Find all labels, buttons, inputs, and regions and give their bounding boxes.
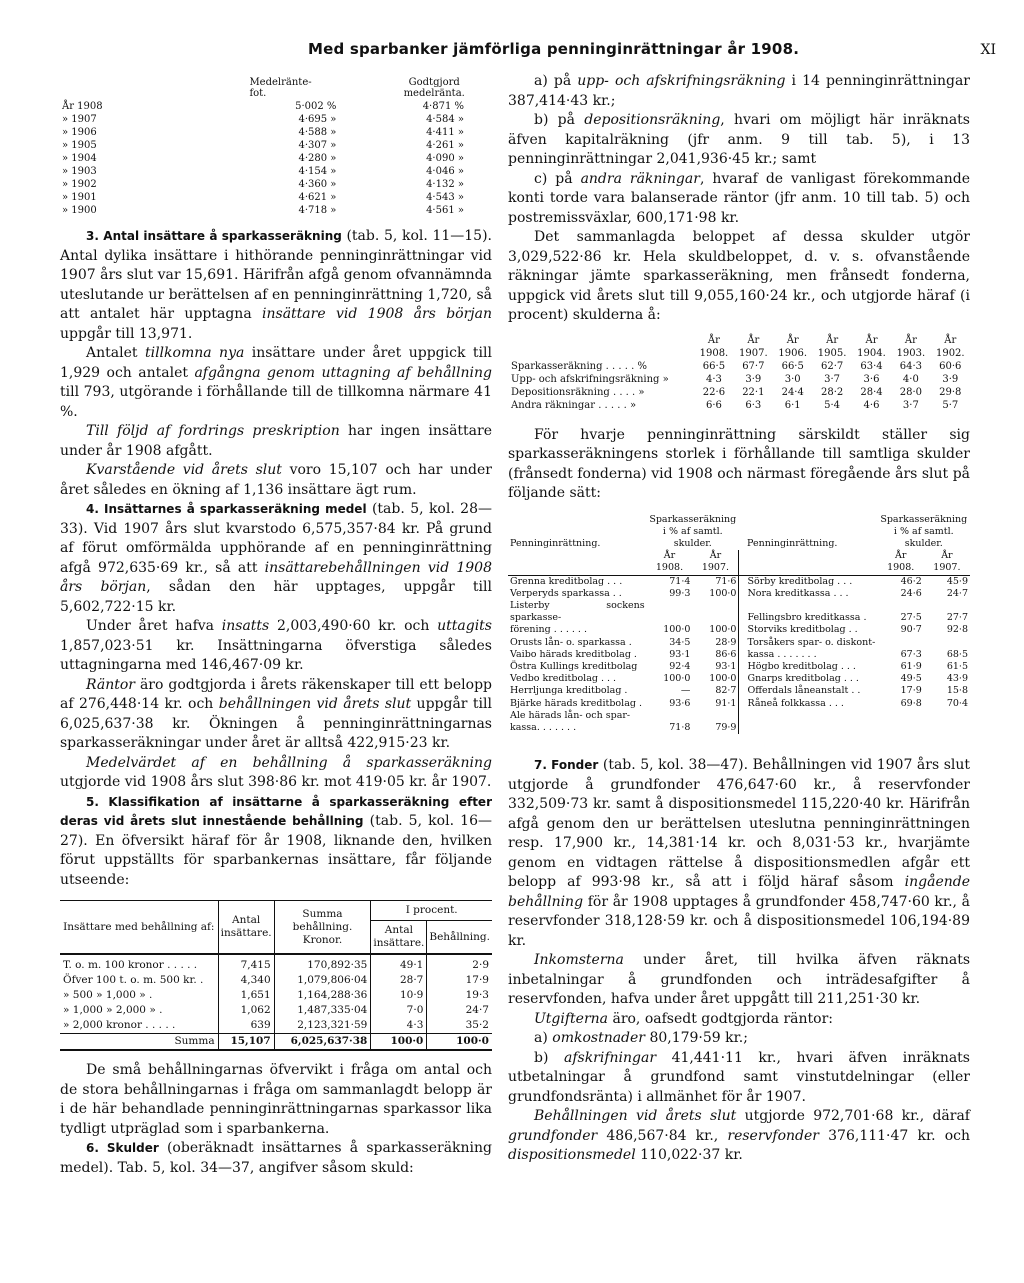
debt-value: 64·3	[899, 360, 923, 372]
holding-sum: 1,164,288·36	[274, 988, 371, 1003]
bank-row	[508, 649, 970, 661]
bank-share-1908: 93·6	[669, 697, 691, 709]
bank-name: Fellingsbro kreditkassa .	[739, 600, 878, 624]
rate-row	[60, 100, 492, 113]
bank-share-1907: 71·6	[715, 575, 737, 587]
debt-value: 22·6	[702, 386, 726, 398]
interest-rate-table	[60, 76, 492, 217]
bank-row	[508, 685, 970, 697]
bank-name-header-right: Penninginrättning.	[746, 537, 838, 549]
section-6: 6. Skulder (oberäknadt insättarnes å sparkasseräkning medel). Tab. 5, kol. 34—37, angifver såsom skuld:	[60, 1140, 492, 1176]
debt-label: Sparkasseräkning . . . . . %	[511, 360, 647, 372]
bank-name: Listerby sockens sparkasse-	[510, 599, 645, 624]
debt-year-header: År 1905.	[817, 334, 847, 359]
rate-year: År 1908	[62, 101, 103, 112]
bank-row	[508, 698, 970, 710]
rate-year: » 1906	[62, 127, 97, 138]
debt-year-header: År 1902.	[935, 334, 965, 359]
debt-value: 6·6	[705, 399, 722, 411]
holding-total-sum: 6,025,637·38	[274, 1034, 371, 1051]
debt-row	[508, 399, 970, 412]
credited-value: 4·046 »	[426, 166, 464, 177]
debt-value: 28·2	[820, 386, 844, 398]
bank-share-1907: 79·9	[715, 721, 737, 733]
debt-value: 62·7	[820, 360, 844, 372]
section-7: 7. Fonder (tab. 5, kol. 38—47). Behållningen vid 1907 års slut utgjorde å grundfonder 476,647·60 kr., å reservfonder 332,509·73 kr. samt å dispositionsmedel 115,220·40 kr. Härifrån afgå genom den ur berättelsen uteslutna penninginrättningen resp. 17,900 kr., 14,381·14 kr. och 8,031·53 kr., hvarjämte genom en vidtagen rättelse å dispositionsmedlen afgår ett belopp af 993·98 kr., så att i följd häraf såsom ingående behållning för år 1908 upptages å grundfonder 458,747·60 kr., å reservfonder 318,128·59 kr. och å dispositionsmedel 106,194·89 kr.	[508, 757, 970, 949]
bank-share-1908: —	[680, 685, 691, 697]
bank-share-1907: 100·0	[709, 587, 737, 599]
rate-row	[60, 139, 492, 152]
debt-value: 3·0	[784, 373, 801, 385]
holding-total-label: Summa	[60, 1034, 218, 1051]
bank-row	[508, 673, 970, 685]
bank-name: Verperyds sparkassa . .	[510, 587, 622, 599]
credited-value: 4·584 »	[426, 114, 464, 125]
bank-share-1907: 24·7	[946, 587, 968, 599]
percent-col-header: I procent.	[371, 901, 492, 921]
bank-share-1907: 92·8	[946, 624, 968, 636]
holding-total-pct-count: 100·0	[371, 1034, 427, 1051]
paragraph-average: Medelvärdet af en behållning å sparkasseräkning utgjorde vid 1908 års slut 398·86 kr. mot 419·05 kr. år 1907.	[60, 754, 492, 790]
bank-name: Vedbo kreditbolag . . .	[510, 673, 617, 685]
expense-item-a: a) omkostnader 80,179·59 kr.;	[534, 1030, 748, 1047]
bank-share-1907: 82·7	[715, 685, 737, 697]
bank-share-1907: 15·8	[946, 685, 968, 697]
rate-year: » 1903	[62, 166, 97, 177]
bank-share-table	[508, 514, 970, 735]
left-column	[60, 72, 492, 1178]
rate-col-header: Medelränte- fot.	[249, 77, 312, 99]
bank-name: Torsåkers spar- o. diskont-	[739, 637, 878, 649]
rate-year: » 1900	[62, 205, 97, 216]
bank-row	[508, 661, 970, 673]
bank-share-1907: 93·1	[715, 660, 737, 672]
section-4: 4. Insättarnes å sparkasseräkning medel (tab. 5, kol. 28—33). Vid 1907 års slut kvarstodo 6,575,357·84 kr. På grund af förut omförmälda upphörande af en penninginrättning afgå 972,635·69 kr., så att insättarebehållningen vid 1908 års början, sådan den här upptages, uppgår till 5,602,722·15 kr.	[60, 501, 492, 615]
debt-value: 60·6	[939, 360, 962, 372]
credited-value: 4·543 »	[426, 192, 464, 203]
bank-share-1908: 71·4	[669, 575, 691, 587]
credited-value: 4·871 %	[422, 101, 464, 112]
bank-name: Ale härads lån- och spar-	[510, 709, 631, 721]
bank-share-1907: 27·7	[946, 612, 968, 624]
holdings-classification-table	[60, 900, 492, 1051]
paragraph-new-depositors: Antalet tillkomna nya insättare under året uppgick till 1,929 och antalet afgångna genom uttagning af behållning till 793, utgörande i förhållande till de tillkomna närmare 41 %.	[60, 345, 492, 420]
expense-item-b: b) afskrifningar 41,441·11 kr., hvari äfven inräknats utbetalningar å grundfond samt vinstutdelningar (eller grundfondsränta) i allmänhet för år 1907.	[508, 1049, 970, 1105]
bank-share-1907: 91·1	[715, 697, 737, 709]
rate-year: » 1907	[62, 114, 97, 125]
running-title: Med sparbanker jämförliga penninginrättningar år 1908.	[308, 40, 800, 58]
debt-item-c: c) på andra räkningar, hvaraf de vanligast förekommande konti torde vara balanserade räntor (jfr anm. 10 till tab. 5) och postremissväxlar, 600,171·98 kr.	[508, 170, 971, 226]
bank-name: Gnarps kreditbolag . . .	[739, 673, 878, 685]
bank-share-1908: 92·4	[669, 660, 691, 672]
bank-row	[508, 637, 970, 649]
paragraph-interest: Räntor äro godtgjorda i årets räkenskaper till ett belopp af 276,448·14 kr. och behållningen vid årets slut uppgår till 6,025,637·38 kr. Ökningen å penninginrättningarnas sparkasseräkningar under året är alltså 422,915·23 kr.	[60, 676, 492, 751]
holding-count: 639	[218, 1018, 274, 1034]
rate-row	[60, 178, 492, 191]
rate-row	[60, 204, 492, 217]
bank-share-1908	[647, 710, 693, 722]
bank-name: Råneå folkkassa . . .	[739, 698, 878, 710]
class-col-header: Insättare med behållning af:	[60, 901, 218, 955]
holding-label: Öfver 100 t. o. m. 500 kr. .	[63, 974, 204, 986]
bank-share-1907	[924, 637, 970, 649]
debt-value: 24·4	[781, 386, 804, 398]
holding-label: T. o. m. 100 kronor . . . . .	[60, 954, 218, 973]
bank-name: förening . . . . . .	[510, 624, 587, 636]
bank-share-1908	[647, 600, 693, 624]
holding-total-pct-hold: 100·0	[427, 1034, 492, 1051]
bank-share-1908: 27·5	[900, 612, 922, 624]
holding-row	[60, 1018, 492, 1034]
bank-row	[508, 722, 970, 734]
debt-label: Andra räkningar . . . . . »	[511, 399, 637, 411]
holding-pct-count: 10·9	[371, 988, 427, 1003]
bank-share-1908: 46·2	[900, 575, 922, 587]
debt-value: 3·7	[902, 399, 919, 411]
holding-row	[60, 973, 492, 988]
holding-pct-count: 4·3	[371, 1018, 427, 1034]
bank-share-1908: 24·6	[900, 587, 922, 599]
holding-pct-count: 28·7	[371, 973, 427, 988]
bank-share-header-right: Sparkasseräkning i % af samtl. skulder.	[880, 513, 968, 549]
pct-holding-col-header: Behållning.	[427, 921, 492, 955]
debt-value: 5·4	[824, 399, 841, 411]
debt-row	[508, 360, 970, 373]
rate-row	[60, 191, 492, 204]
paragraph-deposits: Under året hafva insatts 2,003,490·60 kr. och uttagits 1,857,023·51 kr. Insättningarna öfverstiga således uttagningarna med 146,467·09 kr.	[60, 618, 492, 673]
bank-row	[508, 575, 970, 588]
bank-name: Sörby kreditbolag . . .	[739, 575, 878, 588]
bank-name: Offerdals låneanstalt . .	[739, 685, 878, 697]
bank-name: Storviks kreditbolag . .	[739, 624, 878, 636]
debt-value: 3·7	[824, 373, 841, 385]
paragraph-total-debt: Det sammanlagda beloppet af dessa skulder utgör 3,029,522·86 kr. Hela skuldbeloppet, d. v. s. ofvanstående räkningar jämte sparkasseräkning, men frånsedt fonderna, uppgick vid årets slut till 9,055,160·24 kr., och utgjorde häraf (i procent) skulderna å:	[508, 229, 970, 323]
credited-value: 4·132 »	[426, 179, 464, 190]
bank-name: kassa. . . . . . .	[510, 721, 577, 733]
debt-value: 4·3	[705, 373, 722, 385]
bank-share-1907	[692, 600, 739, 624]
debt-value: 66·5	[781, 360, 804, 372]
bank-share-1908: 93·1	[669, 648, 691, 660]
holding-row	[60, 988, 492, 1003]
debt-value: 4·6	[863, 399, 880, 411]
count-col-header: Antal insättare.	[218, 901, 274, 955]
bank-share-1907: 45·9	[946, 575, 968, 587]
holding-total-count: 15,107	[218, 1034, 274, 1051]
rate-year: » 1901	[62, 192, 97, 203]
paragraph-prescription: Till följd af fordrings preskription har ingen insättare under år 1908 afgått.	[60, 423, 492, 459]
debt-value: 22·1	[742, 386, 765, 398]
bank-share-1908: 100·0	[663, 673, 691, 685]
rate-year: » 1905	[62, 140, 97, 151]
bank-share-1908: 49·5	[900, 673, 922, 685]
paragraph-small-holdings: De små behållningarnas öfvervikt i fråga om antal och de stora behållningarnas i fråga om sammanlagdt belopp är i de här behandlade penninginrättningarnas sparkassor lika tydligt utpräglad som i sparbankerna.	[60, 1062, 492, 1137]
holding-pct-hold: 19·3	[427, 988, 492, 1003]
holding-total-row	[60, 1034, 492, 1051]
rate-value: 4·154 »	[298, 166, 337, 177]
holding-sum: 1,487,335·04	[274, 1003, 371, 1018]
debt-value: 66·5	[702, 360, 726, 372]
bank-share-1907: 61·5	[946, 660, 968, 672]
bank-share-1907: 68·5	[946, 648, 968, 660]
debt-label: Upp- och afskrifningsräkning »	[511, 373, 669, 385]
rate-row	[60, 165, 492, 178]
rate-value: 5·002 %	[295, 101, 337, 112]
bank-name: kassa . . . . . . .	[739, 649, 878, 661]
credited-value: 4·090 »	[426, 153, 464, 164]
debt-row	[508, 386, 970, 399]
bank-row	[508, 624, 970, 636]
debt-share-table	[508, 334, 970, 412]
bank-name: Grenna kreditbolag . . .	[510, 575, 623, 587]
debt-year-header: År 1908.	[699, 334, 729, 359]
holding-count: 7,415	[218, 954, 274, 973]
debt-value: 63·4	[860, 360, 883, 372]
holding-sum: 1,079,806·04	[274, 973, 371, 988]
debt-value: 3·9	[745, 373, 762, 385]
paragraph-per-bank: För hvarje penninginrättning särskildt ställer sig sparkasseräkningens storlek i förhållande till samtliga skulder (frånsedt fonderna) vid 1908 och närmast föregående års slut på följande sätt:	[508, 426, 970, 501]
debt-value: 4·0	[902, 373, 919, 385]
holding-label: » 2,000 kronor . . . . .	[63, 1019, 176, 1031]
bank-share-1907: 100·0	[709, 624, 737, 636]
right-column	[508, 72, 970, 1166]
rate-row	[60, 126, 492, 139]
rate-row	[60, 113, 492, 126]
bank-name: Herrljunga kreditbolag .	[510, 685, 628, 697]
bank-row	[508, 600, 970, 624]
page-header	[60, 40, 1004, 62]
credited-value: 4·261 »	[426, 140, 464, 151]
rate-value: 4·695 »	[298, 114, 337, 125]
holding-pct-hold: 24·7	[427, 1003, 492, 1018]
bank-share-header-left: Sparkasseräkning i % af samtl. skulder.	[649, 513, 737, 549]
bank-share-1907: 43·9	[946, 673, 968, 685]
rate-value: 4·718 »	[298, 205, 337, 216]
debt-year-header: År 1906.	[778, 334, 808, 359]
rate-year: » 1902	[62, 179, 97, 190]
credited-value: 4·561 »	[426, 205, 464, 216]
rate-row	[60, 152, 492, 165]
credited-col-header: Godtgjord medelränta.	[403, 77, 465, 99]
debt-value: 5·7	[942, 399, 959, 411]
debt-value: 28·4	[860, 386, 883, 398]
bank-name: Östra Kullings kreditbolag	[510, 660, 638, 672]
section-3: 3. Antal insättare å sparkasseräkning (tab. 5, kol. 11—15). Antal dylika insättare i hithörande penninginrättningar vid 1907 års slut var 15,691. Härifrån afgå genom ofvannämnda uteslutande ur berättelsen af en penninginrättning 1,720, så att antalet här upptagna insättare vid 1908 års början uppgår till 13,971.	[60, 228, 492, 342]
bank-row	[508, 588, 970, 600]
bank-name: Vaibo härads kreditbolag .	[510, 648, 637, 660]
holding-label: » 500 » 1,000 » .	[63, 989, 153, 1001]
bank-share-1907: 86·6	[715, 648, 737, 660]
debt-value: 29·8	[939, 386, 962, 398]
year-1908-right: År 1908.	[878, 550, 924, 575]
year-1907-left: År 1907.	[692, 550, 739, 575]
debt-value: 3·6	[863, 373, 880, 385]
debt-value: 3·9	[942, 373, 959, 385]
bank-row	[508, 710, 970, 722]
holding-pct-hold: 2·9	[427, 954, 492, 973]
section-5: 5. Klassifikation af insättarne å sparkasseräkning efter deras vid årets slut innestående behållning (tab. 5, kol. 16—27). En öfversikt häraf för år 1908, liknande den, hvilken förut uppställts för sparbankernas insättare, får följande utseende:	[60, 794, 492, 888]
pct-count-col-header: Antal insättare.	[371, 921, 427, 955]
bank-share-1907: 100·0	[709, 673, 737, 685]
holding-pct-count: 7·0	[371, 1003, 427, 1018]
paragraph-remaining: Kvarstående vid årets slut voro 15,107 och har under året således en ökning af 1,136 insättare ägt rum.	[60, 462, 492, 498]
rate-value: 4·588 »	[298, 127, 337, 138]
bank-name: Orusts lån- o. sparkassa .	[510, 636, 632, 648]
rate-value: 4·621 »	[298, 192, 337, 203]
holding-row	[60, 1003, 492, 1018]
holding-count: 4,340	[218, 973, 274, 988]
holding-pct-hold: 17·9	[427, 973, 492, 988]
year-1908-left: År 1908.	[647, 550, 693, 575]
bank-share-1907	[692, 710, 739, 722]
debt-item-a: a) på upp- och afskrifningsräkning i 14 penninginrättningar 387,414·43 kr.;	[508, 73, 970, 109]
holding-pct-hold: 35·2	[427, 1018, 492, 1034]
debt-value: 6·3	[745, 399, 762, 411]
debt-label: Depositionsräkning . . . . »	[511, 386, 645, 398]
rate-value: 4·307 »	[298, 140, 337, 151]
paragraph-expenses: Utgifterna äro, oafsedt godtgjorda räntor:	[534, 1010, 833, 1027]
bank-share-1908: 17·9	[900, 685, 922, 697]
paragraph-year-end: Behållningen vid årets slut utgjorde 972,701·68 kr., däraf grundfonder 486,567·84 kr., reservfonder 376,111·47 kr. och dispositionsmedel 110,022·37 kr.	[508, 1108, 970, 1164]
bank-name: Bjärke härads kreditbolag .	[510, 697, 642, 709]
holding-pct-count: 49·1	[371, 954, 427, 973]
bank-share-1908: 99·3	[669, 587, 691, 599]
debt-year-header: År 1907.	[739, 334, 768, 359]
paragraph-income: Inkomsterna under året, till hvilka äfven räknats inbetalningar å grundfonden och inträdesafgifter å reservfonden, hafva under året uppgått till 211,251·30 kr.	[508, 952, 970, 1008]
debt-value: 28·0	[899, 386, 923, 398]
year-1907-right: År 1907.	[924, 550, 970, 575]
debt-year-header: År 1904.	[857, 334, 886, 359]
rate-year: » 1904	[62, 153, 97, 164]
bank-share-1907: 28·9	[715, 636, 737, 648]
debt-year-header: År 1903.	[896, 334, 926, 359]
rate-value: 4·280 »	[298, 153, 337, 164]
debt-value: 6·1	[784, 399, 801, 411]
bank-name: Nora kreditkassa . . .	[739, 588, 878, 600]
bank-share-1908	[878, 637, 924, 649]
rate-value: 4·360 »	[298, 179, 337, 190]
bank-share-1907: 70·4	[946, 697, 968, 709]
bank-share-1908: 90·7	[900, 624, 922, 636]
sum-col-header: Summa behållning. Kronor.	[274, 901, 371, 955]
bank-share-1908: 67·3	[900, 648, 922, 660]
bank-share-1908: 71·8	[669, 721, 691, 733]
bank-share-1908: 34·5	[669, 636, 691, 648]
debt-row	[508, 373, 970, 386]
bank-share-1908: 61·9	[900, 660, 922, 672]
holding-sum: 170,892·35	[274, 954, 371, 973]
bank-name: Högbo kreditbolag . . .	[739, 661, 878, 673]
holding-label: » 1,000 » 2,000 » .	[63, 1004, 163, 1016]
credited-value: 4·411 »	[426, 127, 464, 138]
holding-sum: 2,123,321·59	[274, 1018, 371, 1034]
debt-value: 67·7	[742, 360, 765, 372]
debt-item-b: b) på depositionsräkning, hvari om möjligt här inräknats äfven kapitalräkning (jfr anm. 9 till tab. 5), i 13 penninginrättningar 2,041,936·45 kr.; samt	[508, 112, 970, 167]
holding-row	[60, 954, 492, 973]
bank-share-1908: 69·8	[900, 697, 922, 709]
bank-share-1908: 100·0	[663, 624, 691, 636]
holding-count: 1,062	[218, 1003, 274, 1018]
page-number: XI	[980, 42, 996, 58]
bank-name-header-left: Penninginrättning.	[510, 537, 601, 549]
holding-count: 1,651	[218, 988, 274, 1003]
